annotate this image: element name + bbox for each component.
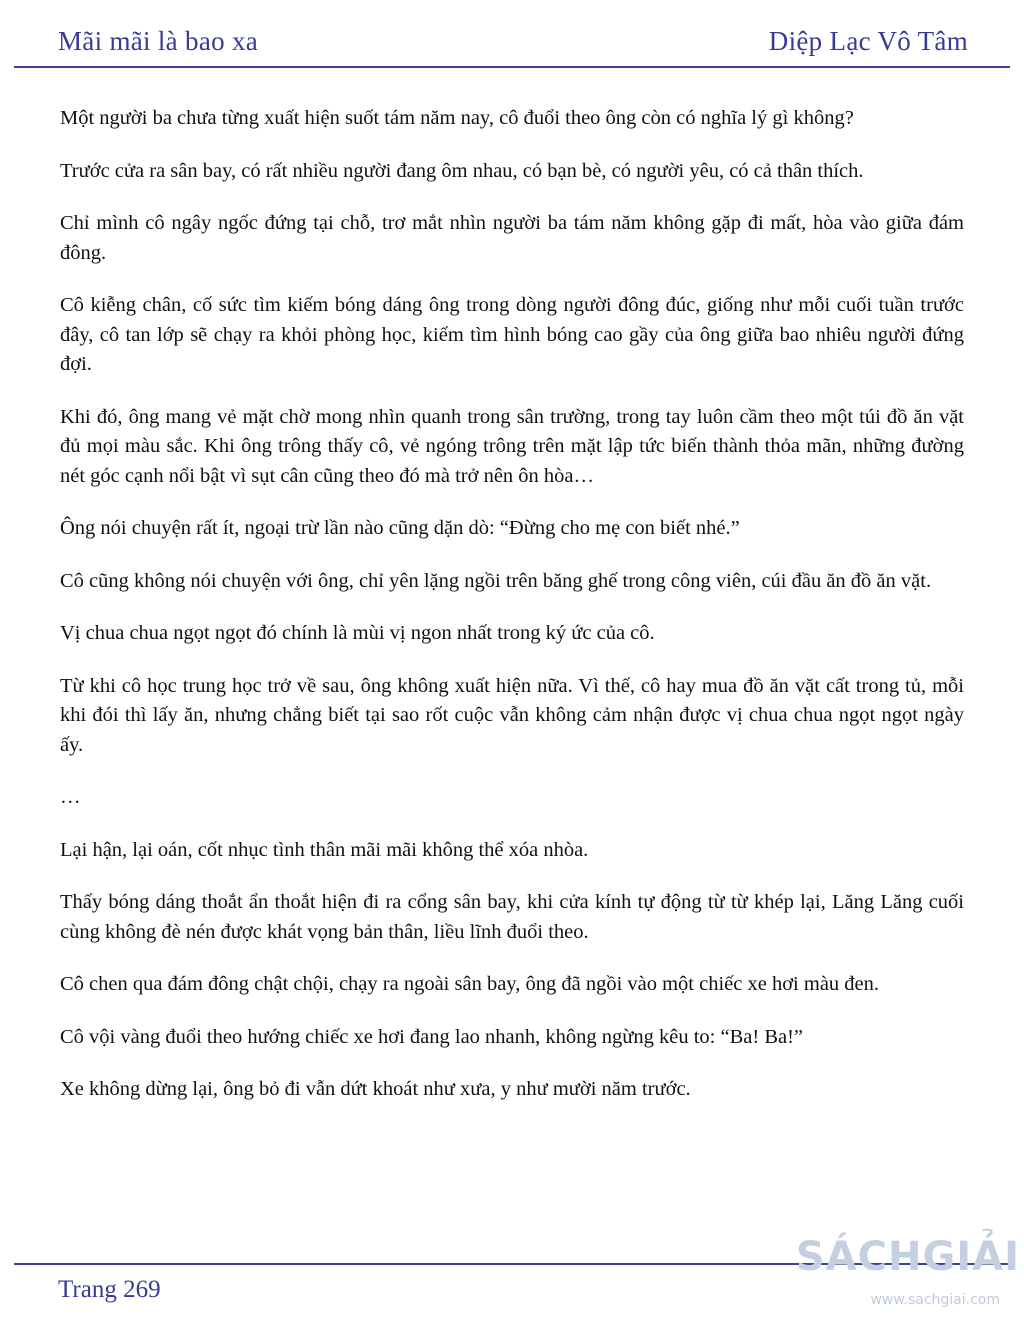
paragraph: Từ khi cô học trung học trở về sau, ông không xuất hiện nữa. Vì thế, cô hay mua đồ ăn vặt cất trong tủ, mỗi khi đói thì lấy ăn, nhưng chẳng biết tại sao rốt cuộc vẫn không cảm nhận được vị chua chua ngọt ngọt ngày ấy.	[60, 674, 964, 756]
page-number: Trang 269	[58, 1276, 161, 1303]
paragraph: Cô vội vàng đuổi theo hướng chiếc xe hơi đang lao nhanh, không ngừng kêu to: “Ba! Ba!”	[60, 1025, 804, 1048]
page-body	[60, 104, 964, 1128]
paragraph: Trước cửa ra sân bay, có rất nhiều người đang ôm nhau, có bạn bè, có người yêu, có cả thân thích.	[60, 159, 864, 182]
paragraph: Cô cũng không nói chuyện với ông, chỉ yên lặng ngồi trên băng ghế trong công viên, cúi đầu ăn đồ ăn vặt.	[60, 569, 932, 592]
author-name: Diệp Lạc Vô Tâm	[768, 26, 968, 56]
paragraph: Khi đó, ông mang vẻ mặt chờ mong nhìn quanh trong sân trường, trong tay luôn cầm theo một túi đồ ăn vặt đủ mọi màu sắc. Khi ông trông thấy cô, vẻ ngóng trông trên mặt lập tức biến thành thỏa mãn, những đường nét góc cạnh nổi bật vì sụt cân cũng theo đó mà trở nên ôn hòa…	[60, 405, 964, 487]
paragraph: Chỉ mình cô ngây ngốc đứng tại chỗ, trơ mắt nhìn người ba tám năm không gặp đi mất, hòa vào giữa đám đông.	[60, 212, 964, 264]
watermark-url: www.sachgiai.com	[870, 1292, 1000, 1308]
paragraph: Lại hận, lại oán, cốt nhục tình thân mãi mãi không thể xóa nhòa.	[60, 838, 589, 861]
paragraph: Ông nói chuyện rất ít, ngoại trừ lần nào cũng dặn dò: “Đừng cho mẹ con biết nhé.”	[60, 517, 740, 539]
watermark	[795, 1234, 1020, 1320]
paragraph: Một người ba chưa từng xuất hiện suốt tám năm nay, cô đuổi theo ông còn có nghĩa lý gì không?	[60, 107, 854, 129]
paragraph: Vị chua chua ngọt ngọt đó chính là mùi vị ngon nhất trong ký ức của cô.	[60, 622, 655, 644]
paragraph: Xe không dừng lại, ông bỏ đi vẫn dứt khoát như xưa, y như mười năm trước.	[60, 1078, 691, 1100]
paragraph: Thấy bóng dáng thoắt ẩn thoắt hiện đi ra cổng sân bay, khi cửa kính tự động từ từ khép lại, Lăng Lăng cuối cùng không đè nén được khát vọng bản thân, liều lĩnh đuổi theo.	[60, 891, 964, 943]
ellipsis-separator: …	[60, 786, 81, 808]
paragraph: Cô kiễng chân, cố sức tìm kiếm bóng dáng ông trong dòng người đông đúc, giống như mỗi cuối tuần trước đây, cô tan lớp sẽ chạy ra khỏi phòng học, kiếm tìm hình bóng cao gầy của ông giữa bao nhiêu người đứng đợi.	[60, 294, 964, 375]
page-header	[14, 0, 1010, 68]
book-title: Mãi mãi là bao xa	[58, 26, 259, 56]
paragraph: Cô chen qua đám đông chật chội, chạy ra ngoài sân bay, ông đã ngồi vào một chiếc xe hơi màu đen.	[60, 973, 880, 995]
watermark-logo: SÁCHGIẢI	[795, 1234, 1020, 1280]
